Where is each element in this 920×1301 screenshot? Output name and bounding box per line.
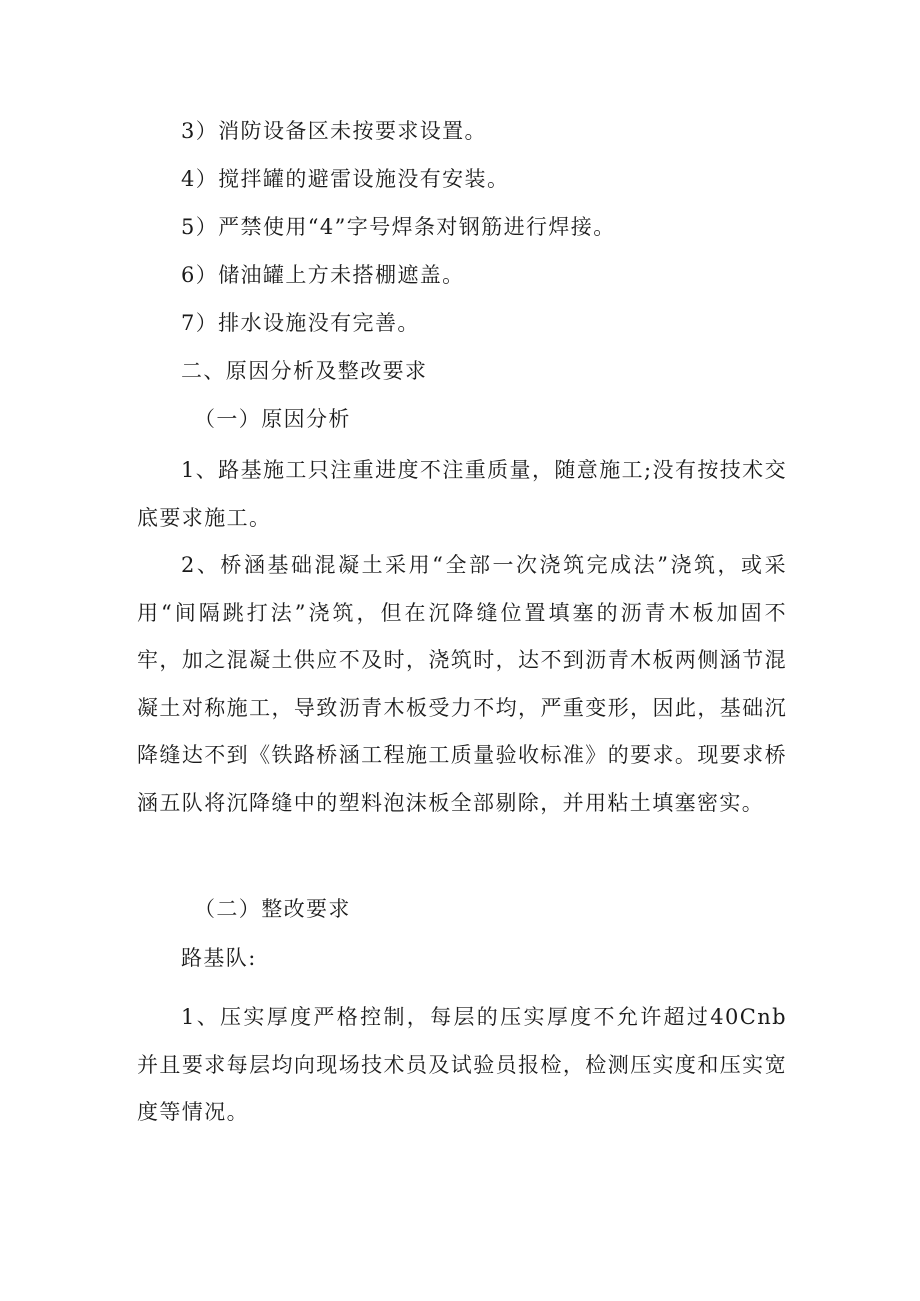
- list-item-3: 3）消防设备区未按要求设置。: [181, 119, 487, 143]
- subsection-heading-rectification: （二）整改要求: [194, 897, 351, 921]
- paragraph-3: 1、压实厚度严格控制，每层的压实厚度不允许超过40Cnb并且要求每层均向现场技术员及试验员报检，检测压实度和压实宽度等情况。: [137, 1005, 787, 1124]
- team-label: 路基队:: [181, 946, 257, 970]
- list-item-4: 4）搅拌罐的避雷设施没有安装。: [181, 167, 510, 191]
- list-item-5: 5）严禁使用“4”字号焊条对钢筋进行焊接。: [181, 215, 616, 239]
- subsection-heading-cause: （一）原因分析: [194, 407, 351, 431]
- section-heading: 二、原因分析及整改要求: [181, 359, 428, 383]
- list-item-7: 7）排水设施没有完善。: [181, 311, 420, 335]
- paragraph-2: 2、桥涵基础混凝土采用“全部一次浇筑完成法”浇筑，或采用“间隔跳打法”浇筑，但在沉降缝位置填塞的沥青木板加固不牢，加之混凝土供应不及时，浇筑时，达不到沥青木板两侧涵节混凝土对称施工，导致沥青木板受力不均，严重变形，因此，基础沉降缝达不到《铁路桥涵工程施工质量验收标准》的要求。现要求桥涵五队将沉降缝中的塑料泡沫板全部剔除，并用粘土填塞密实。: [137, 553, 787, 815]
- paragraph-1: 1、路基施工只注重进度不注重质量，随意施工;没有按技术交底要求施工。: [137, 458, 787, 530]
- list-item-6: 6）储油罐上方未搭棚遮盖。: [181, 263, 465, 287]
